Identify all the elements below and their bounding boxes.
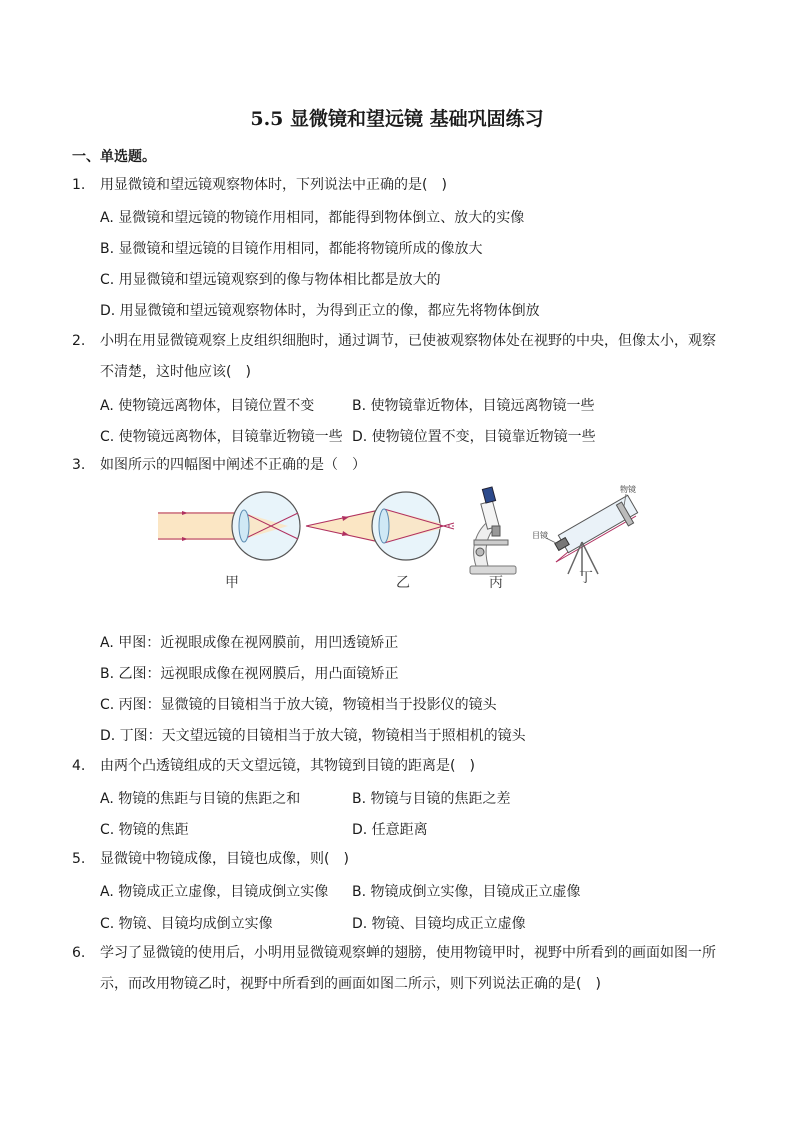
hyperopia-eye-diagram xyxy=(306,492,456,560)
figure-label-ding: 丁 xyxy=(579,570,593,586)
question-4 xyxy=(72,751,724,782)
objective-lens-label: 物镜 xyxy=(620,485,636,494)
question-text: 用显微镜和望远镜观察物体时，下列说法中正确的是( ) xyxy=(100,177,447,193)
question-text: 学习了显微镜的使用后，小明用显微镜观察蝉的翅膀，使用物镜甲时，视野中所看到的画面如图一所示，而改用物镜乙时，视野中所看到的画面如图二所示，则下列说法正确的是( ) xyxy=(100,945,716,992)
question-number: 5. xyxy=(72,851,86,867)
option-3b: B. 乙图：远视眼成像在视网膜后，用凸面镜矫正 xyxy=(100,666,399,682)
option-5d: D. 物镜、目镜均成正立虚像 xyxy=(352,916,526,932)
question-5 xyxy=(72,844,724,875)
option-4c: C. 物镜的焦距 xyxy=(100,822,189,838)
option-4b: B. 物镜与目镜的焦距之差 xyxy=(352,791,511,807)
question-3-figure xyxy=(158,482,648,592)
option-2c: C. 使物镜远离物体，目镜靠近物镜一些 xyxy=(100,429,343,445)
question-1 xyxy=(72,170,724,201)
option-4a: A. 物镜的焦距与目镜的焦距之和 xyxy=(100,791,301,807)
option-1b: B. 显微镜和望远镜的目镜作用相同，都能将物镜所成的像放大 xyxy=(100,241,483,257)
option-5b: B. 物镜成倒立实像，目镜成正立虚像 xyxy=(352,884,581,900)
page-title: 5.5 显微镜和望远镜 基础巩固练习 xyxy=(250,108,544,130)
question-text: 由两个凸透镜组成的天文望远镜，其物镜到目镜的距离是( ) xyxy=(100,758,475,774)
question-2 xyxy=(72,326,724,388)
telescope-picture xyxy=(546,494,638,576)
option-2b: B. 使物镜靠近物体，目镜远离物镜一些 xyxy=(352,398,595,414)
option-4d: D. 任意距离 xyxy=(352,822,428,838)
option-5a: A. 物镜成正立虚像，目镜成倒立实像 xyxy=(100,884,329,900)
eyepiece-label: 目镜 xyxy=(532,531,548,540)
question-3 xyxy=(72,450,724,481)
question-number: 1. xyxy=(72,177,86,193)
option-2a: A. 使物镜远离物体，目镜位置不变 xyxy=(100,398,315,414)
option-1c: C. 用显微镜和望远镜观察到的像与物体相比都是放大的 xyxy=(100,272,441,288)
question-number: 4. xyxy=(72,758,86,774)
question-6 xyxy=(72,938,724,1000)
question-number: 6. xyxy=(72,945,86,961)
microscope-picture xyxy=(470,487,516,574)
option-1a: A. 显微镜和望远镜的物镜作用相同，都能得到物体倒立、放大的实像 xyxy=(100,210,525,226)
figure-label-yi: 乙 xyxy=(396,575,410,591)
option-3a: A. 甲图：近视眼成像在视网膜前，用凹透镜矫正 xyxy=(100,635,399,651)
figure-label-jia: 甲 xyxy=(225,575,239,591)
question-text: 显微镜中物镜成像，目镜也成像，则( ) xyxy=(100,851,349,867)
question-text: 如图所示的四幅图中阐述不正确的是（ ） xyxy=(100,457,366,473)
figure-label-bing: 丙 xyxy=(489,575,503,591)
option-3d: D. 丁图：天文望远镜的目镜相当于放大镜，物镜相当于照相机的镜头 xyxy=(100,728,526,744)
option-2d: D. 使物镜位置不变，目镜靠近物镜一些 xyxy=(352,429,596,445)
section-heading: 一、单选题。 xyxy=(72,149,156,165)
option-5c: C. 物镜、目镜均成倒立实像 xyxy=(100,916,273,932)
question-number: 3. xyxy=(72,457,86,473)
option-3c: C. 丙图：显微镜的目镜相当于放大镜，物镜相当于投影仪的镜头 xyxy=(100,697,497,713)
option-1d: D. 用显微镜和望远镜观察物体时，为得到正立的像，都应先将物体倒放 xyxy=(100,303,540,319)
question-text: 小明在用显微镜观察上皮组织细胞时，通过调节，已使被观察物体处在视野的中央，但像太小，观察不清楚，这时他应该( ) xyxy=(100,333,716,380)
myopia-eye-diagram xyxy=(158,492,300,560)
question-number: 2. xyxy=(72,333,86,349)
